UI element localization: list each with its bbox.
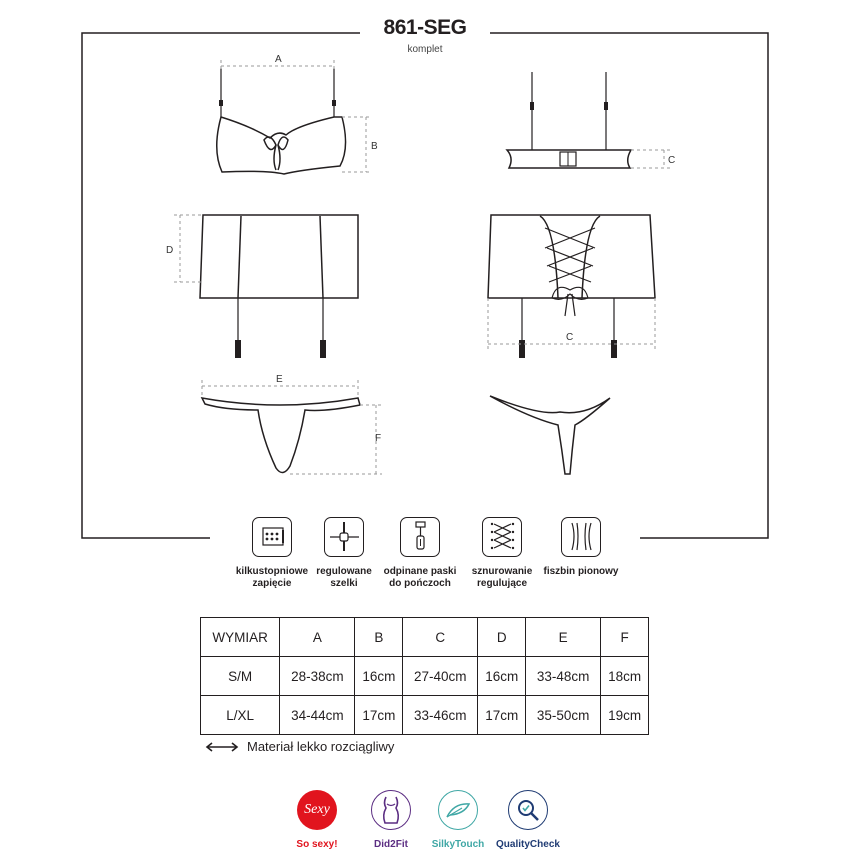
table-cell: 33-46cm xyxy=(403,696,478,735)
dimension-c-belt-label: C xyxy=(566,332,574,343)
feature-label-line2: szelki xyxy=(330,578,358,589)
table-cell: 17cm xyxy=(478,696,526,735)
table-cell: 33-48cm xyxy=(526,657,601,696)
feature-label-line2: regulujące xyxy=(476,578,528,589)
table-row xyxy=(201,657,649,696)
dimension-a-label: A xyxy=(275,54,282,65)
product-title: 861-SEG xyxy=(383,16,467,39)
body-fit-icon xyxy=(371,790,411,830)
feature-label-line2: do pończoch xyxy=(389,578,451,589)
table-header-cell: A xyxy=(280,618,355,657)
table-cell: 35-50cm xyxy=(526,696,601,735)
thong-front-drawing xyxy=(202,398,360,473)
table-cell: 27-40cm xyxy=(403,657,478,696)
table-cell: S/M xyxy=(201,657,280,696)
table-header-row xyxy=(201,618,649,657)
sexy-badge-text: Sexy xyxy=(304,802,330,817)
lacing-icon xyxy=(482,517,522,557)
feature-label-line1: fiszbin pionowy xyxy=(543,566,619,577)
badge-label: So sexy! xyxy=(296,839,338,850)
table-cell: 28-38cm xyxy=(280,657,355,696)
table-cell: 34-44cm xyxy=(280,696,355,735)
table-header-cell: E xyxy=(526,618,601,657)
bra-front-drawing xyxy=(217,68,346,174)
detachable-garters-icon xyxy=(400,517,440,557)
badge-silkytouch xyxy=(418,790,498,850)
table-cell: 16cm xyxy=(355,657,403,696)
dimension-f-label: F xyxy=(375,433,382,444)
table-cell: L/XL xyxy=(201,696,280,735)
belt-front-drawing xyxy=(200,215,358,358)
table-header-cell: F xyxy=(601,618,649,657)
dimension-c-bra-guide xyxy=(631,150,670,168)
dimension-b-label: B xyxy=(371,141,378,152)
table-cell: 16cm xyxy=(478,657,526,696)
badge-label: Did2Fit xyxy=(374,839,408,850)
stretch-note-text: Materiał lekko rozciągliwy xyxy=(247,739,395,754)
badge-label: SilkyTouch xyxy=(431,839,485,850)
feature-label-line1: odpinane paski xyxy=(383,566,457,577)
double-arrow-icon xyxy=(205,742,239,752)
feature-label-line1: sznurowanie xyxy=(471,566,533,577)
badge-so-sexy xyxy=(277,790,357,850)
vertical-boning-icon xyxy=(561,517,601,557)
size-table xyxy=(200,617,649,735)
table-header-cell: B xyxy=(355,618,403,657)
quality-check-icon xyxy=(508,790,548,830)
feature-label-line1: kilkustopniowe xyxy=(235,566,309,577)
dimension-b-guide xyxy=(342,117,372,172)
thong-back-drawing xyxy=(490,396,610,474)
table-header-cell: WYMIAR xyxy=(201,618,280,657)
dimension-c-bra-label: C xyxy=(668,155,676,166)
badge-qualitycheck xyxy=(488,790,568,850)
stretch-note xyxy=(205,739,394,754)
feature-vertical-boning xyxy=(533,517,629,578)
table-row xyxy=(201,696,649,735)
table-header-cell: C xyxy=(403,618,478,657)
feature-label-line1: regulowane xyxy=(316,566,372,577)
table-cell: 17cm xyxy=(355,696,403,735)
dimension-e-label: E xyxy=(276,374,283,385)
feather-icon xyxy=(438,790,478,830)
bra-back-drawing xyxy=(507,72,631,168)
feature-label-line2: zapięcie xyxy=(252,578,292,589)
dimension-d-label: D xyxy=(166,245,174,256)
table-cell: 18cm xyxy=(601,657,649,696)
adjustable-straps-icon xyxy=(324,517,364,557)
product-subtitle: komplet xyxy=(407,44,443,55)
badge-label: QualityCheck xyxy=(496,839,560,850)
dimension-d-guide xyxy=(174,215,203,282)
table-cell: 19cm xyxy=(601,696,649,735)
sexy-badge-icon xyxy=(297,790,337,830)
table-header-cell: D xyxy=(478,618,526,657)
multi-hook-closure-icon xyxy=(252,517,292,557)
